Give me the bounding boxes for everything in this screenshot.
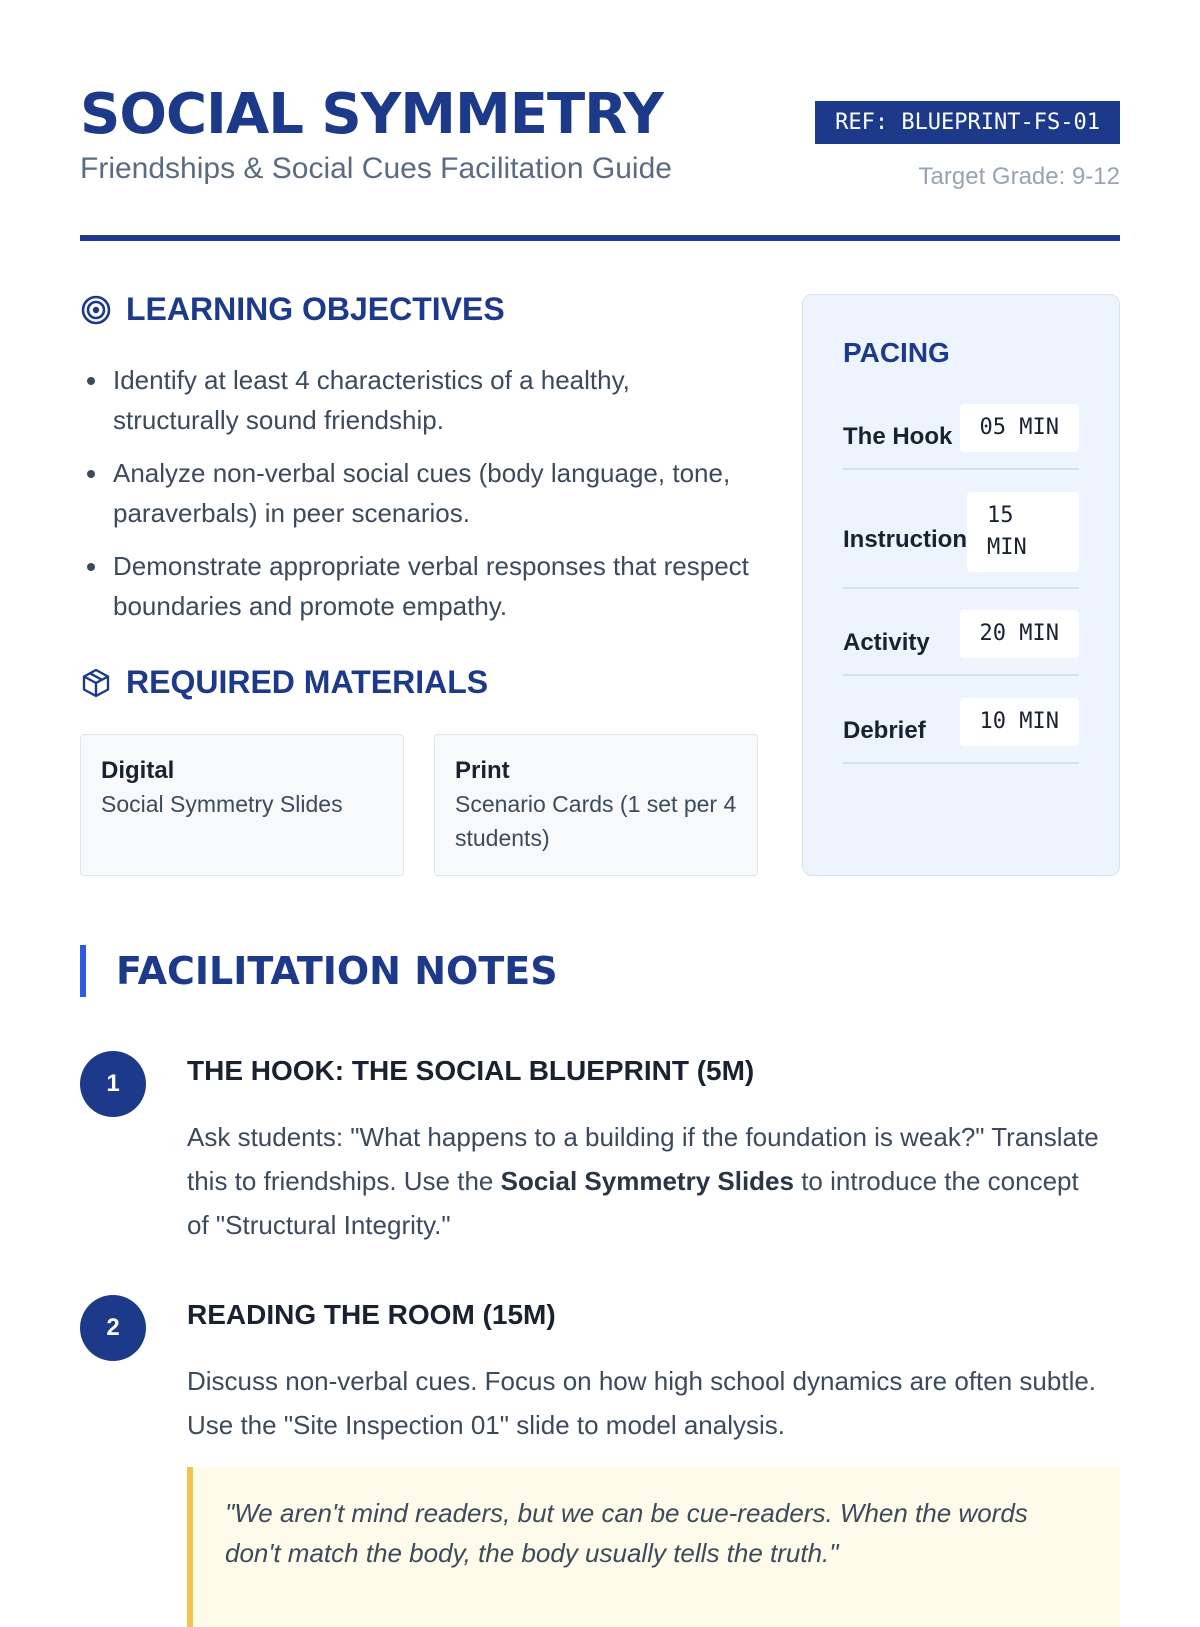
pacing-value: 05 MIN: [960, 404, 1079, 452]
step-body: Discuss non-verbal cues. Focus on how high school dynamics are often subtle. Use the "Site Inspection 01" slide to model analysis.: [187, 1366, 1097, 1440]
target-icon: [80, 294, 112, 326]
step-body-emphasis: Social Symmetry Slides: [500, 1166, 794, 1196]
step-number-badge: 2: [80, 1295, 146, 1361]
material-card-print: [434, 734, 758, 876]
objectives-heading: [80, 291, 505, 328]
step-title: THE HOOK: THE SOCIAL BLUEPRINT (5M): [187, 1055, 755, 1086]
material-type: Print: [455, 757, 510, 784]
header-divider: [80, 235, 1120, 241]
list-item: Analyze non-verbal social cues (body language, tone, paraverbals) in peer scenarios.: [80, 453, 760, 533]
pacing-label: The Hook: [843, 422, 953, 450]
box-icon: [80, 667, 112, 699]
list-item: Demonstrate appropriate verbal responses that respect boundaries and promote empathy.: [80, 546, 760, 626]
material-name: Scenario Cards (1 set per 4 students): [455, 791, 737, 851]
target-grade: Target Grade: 9-12: [918, 163, 1120, 190]
materials-heading-label: REQUIRED MATERIALS: [126, 664, 489, 700]
step-body: [187, 1115, 1107, 1247]
material-type: Digital: [101, 757, 175, 784]
objectives-heading-label: LEARNING OBJECTIVES: [126, 291, 505, 327]
reference-badge: REF: BLUEPRINT-FS-01: [815, 101, 1120, 144]
pacing-title: PACING: [843, 337, 950, 368]
pacing-value: 15 MIN: [967, 492, 1079, 572]
pacing-row-activity: [843, 611, 1079, 676]
pacing-label: Instruction: [843, 525, 967, 553]
pacing-value: 20 MIN: [960, 610, 1079, 658]
pacing-label: Debrief: [843, 716, 926, 744]
pacing-value: 10 MIN: [960, 698, 1079, 746]
pacing-row-hook: [843, 405, 1079, 470]
step-title: READING THE ROOM (15M): [187, 1299, 556, 1330]
materials-heading: [80, 664, 488, 701]
pacing-panel: [802, 294, 1120, 876]
step-body-text: Ask students: "What happens to a building if the foundation is weak?" Translate this to friendships. Use the: [187, 1122, 1099, 1196]
pacing-label: Activity: [843, 628, 930, 656]
pacing-row-debrief: [843, 699, 1079, 764]
list-item: Identify at least 4 characteristics of a healthy, structurally sound friendship.: [80, 360, 760, 440]
step-number-badge: 1: [80, 1051, 146, 1117]
step-body-text: to introduce the concept of "Structural Integrity.": [187, 1166, 1079, 1240]
pull-quote: "We aren't mind readers, but we can be cue-readers. When the words don't match the body, the body usually tells the truth.": [187, 1467, 1120, 1627]
lesson-guide-page: [80, 0, 1120, 1600]
pacing-row-instruction: [843, 492, 1079, 589]
facilitation-notes-heading: FACILITATION NOTES: [80, 945, 558, 997]
objectives-list: [80, 360, 760, 639]
page-title: SOCIAL SYMMETRY: [80, 82, 663, 147]
material-name: Social Symmetry Slides: [101, 791, 343, 817]
material-card-digital: [80, 734, 404, 876]
page-subtitle: Friendships & Social Cues Facilitation Guide: [80, 152, 672, 185]
